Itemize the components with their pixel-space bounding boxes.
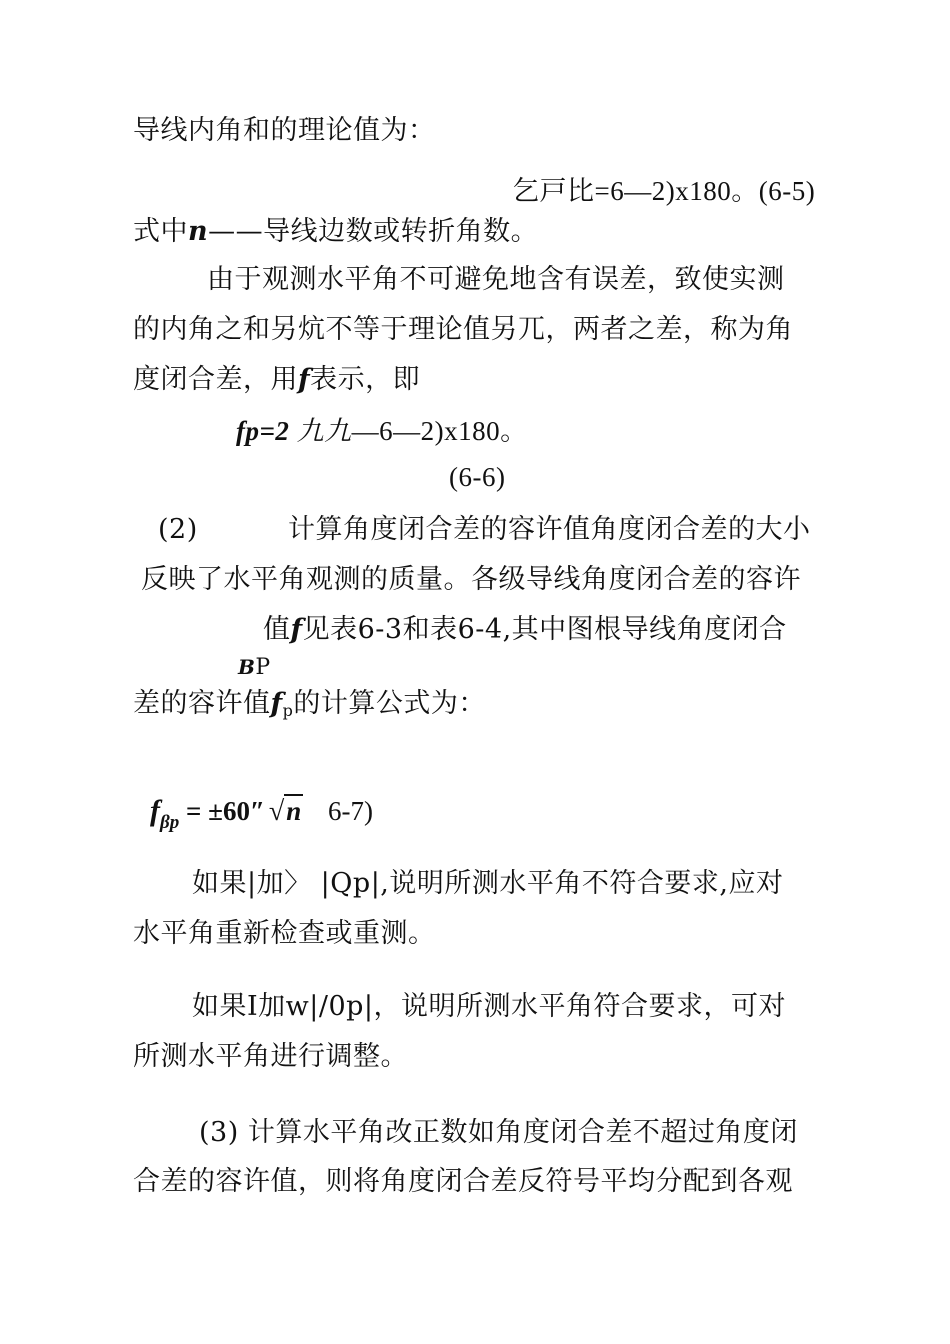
text-line [133, 218, 538, 245]
paragraph-line [133, 920, 436, 947]
equation-6-5 [512, 178, 815, 205]
text: 式中 [133, 216, 188, 247]
paragraph-line [192, 993, 786, 1020]
formula-f: f [150, 794, 160, 827]
equation-term: 九九 [296, 416, 352, 446]
text: ——导线边数或转折角数。 [208, 216, 539, 247]
variable-f: f [290, 614, 303, 645]
paragraph-line [263, 616, 787, 643]
section-heading-text [288, 516, 811, 543]
variable-n: n [188, 216, 209, 247]
variable-f: f [270, 688, 283, 719]
paragraph-line [133, 1043, 408, 1070]
equation-6-7 [150, 796, 373, 832]
equation-number: 6-7) [328, 796, 373, 826]
formula-subscript: βp [160, 812, 180, 833]
equation-6-6 [236, 418, 528, 445]
text: 值 [263, 614, 291, 645]
text: (3) 计算水平角改正数如角度闭合差不超过角度闭 [199, 1117, 798, 1148]
text: 度闭合差，用 [133, 364, 298, 395]
section-heading-line [158, 516, 198, 543]
text: 导线内角和的理论值为： [133, 115, 436, 146]
paragraph-line [133, 690, 486, 719]
text: 如果I加w|/0p|，说明所测水平角符合要求，可对 [192, 991, 787, 1022]
equation-number: (6-6) [449, 462, 506, 492]
text: 所测水平角进行调整。 [133, 1041, 408, 1072]
paragraph-line [133, 316, 793, 343]
sqrt-symbol: √n [268, 796, 302, 827]
text: 见表6-3和表6-4,其中图根导线角度闭合 [302, 614, 787, 645]
text: 的内角之和另炕不等于理论值另兀，两者之差，称为角 [133, 314, 793, 345]
section-number: (2) [158, 514, 198, 545]
variable-f: f [298, 364, 311, 395]
text: 合差的容许值，则将角度闭合差反符号平均分配到各观 [133, 1166, 793, 1197]
text: 水平角重新检查或重测。 [133, 918, 436, 949]
text: 如果|加〉 |Qp|,说明所测水平角不符合要求,应对 [192, 868, 784, 899]
equation-text: 乞戸比=6—2)x180。(6-5) [512, 176, 816, 206]
text: 计算角度闭合差的容许值角度闭合差的大小 [288, 514, 811, 545]
formula-rhs: = ±60″ [179, 796, 265, 826]
text: 的计算公式为： [293, 688, 486, 719]
subscript-beta: B [238, 655, 256, 679]
subscript-p: P [255, 655, 271, 680]
equation-rhs: —6—2)x180。 [351, 416, 528, 446]
text: 表示，即 [310, 364, 421, 395]
text: 差的容许值 [133, 688, 271, 719]
paragraph-line [133, 1168, 793, 1195]
paragraph-line [133, 366, 420, 393]
text-line [133, 117, 436, 144]
equation-lhs: fp=2 [236, 416, 290, 446]
text: 反映了水平角观测的质量。各级导线角度闭合差的容许 [141, 564, 801, 595]
paragraph-line [199, 1119, 798, 1146]
text: 由于观测水平角不可避免地含有误差，致使实测 [207, 264, 785, 295]
formula-n: n [286, 796, 302, 826]
paragraph-line [141, 566, 801, 593]
equation-label-6-6 [449, 464, 505, 491]
paragraph-line [192, 870, 783, 897]
subscript: p [282, 701, 294, 720]
paragraph-line [207, 266, 785, 293]
subscript-fragment [238, 657, 271, 679]
